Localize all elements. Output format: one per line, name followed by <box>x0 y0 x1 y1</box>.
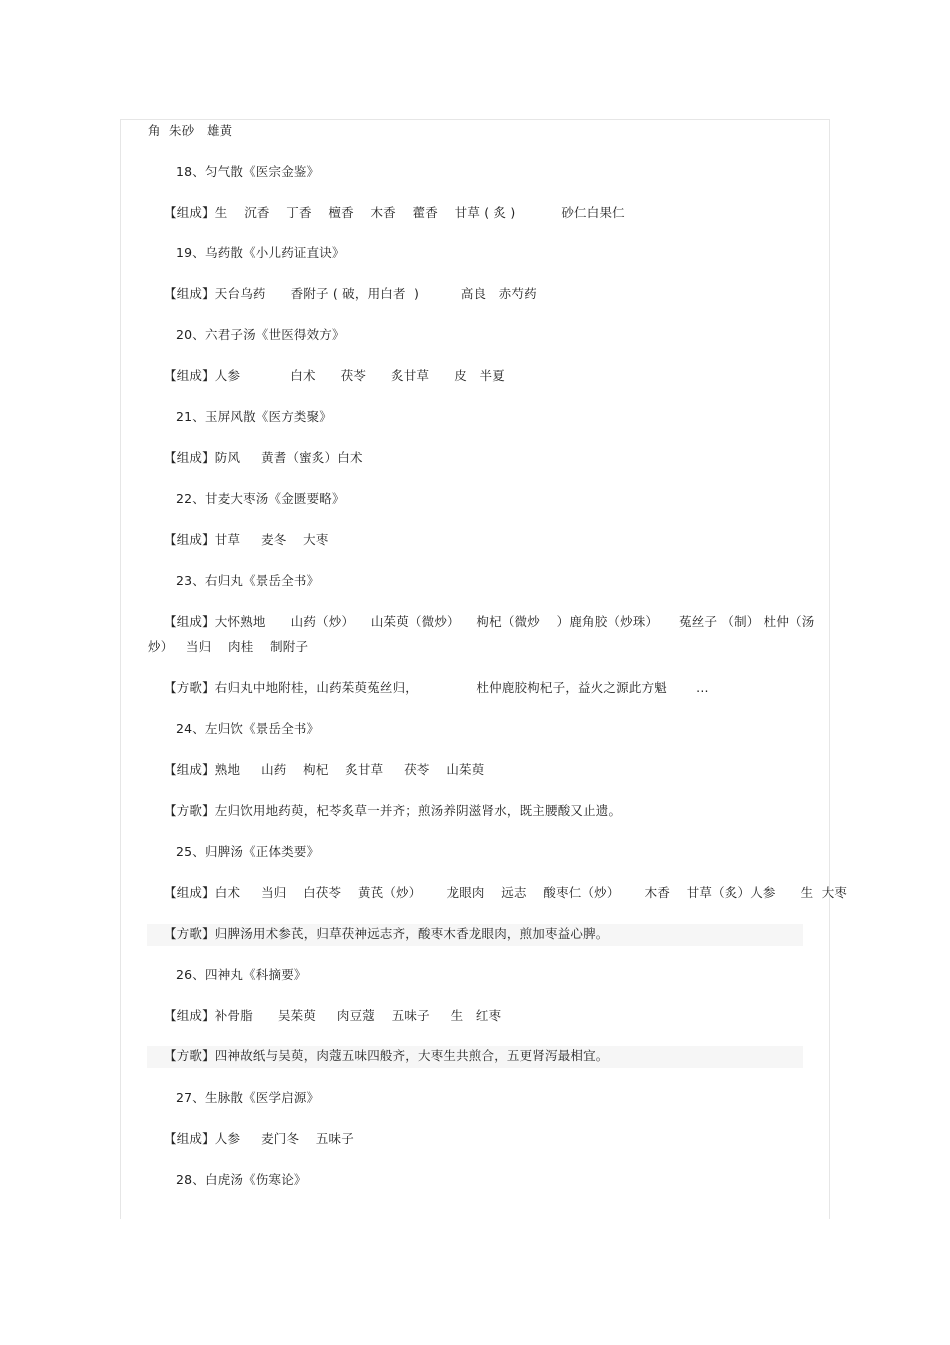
composition-line: 【组成】防风 黄耆（蜜炙）白术 <box>164 450 363 465</box>
composition-line-continued: 炒） 当归 肉桂 制附子 <box>148 639 309 654</box>
verse-line: 【方歌】四神故纸与吴萸，肉蔻五味四般齐，大枣生共煎合，五更肾泻最相宜。 <box>164 1048 609 1063</box>
formula-heading: 18、匀气散《医宗金鉴》 <box>176 164 320 179</box>
formula-heading: 25、归脾汤《正体类要》 <box>176 844 320 859</box>
composition-line: 【组成】生 沉香 丁香 檀香 木香 藿香 甘草 ( 炙 ) 砂仁白果仁 <box>164 205 625 220</box>
composition-line: 【组成】大怀熟地 山药（炒） 山茱萸（微炒） 枸杞（微炒 ）鹿角胶（炒珠） 菟丝子 （制） 杜仲（汤 <box>164 614 815 629</box>
verse-line: 【方歌】归脾汤用术参芪，归草茯神远志齐，酸枣木香龙眼肉，煎加枣益心脾。 <box>164 926 609 941</box>
composition-line: 【组成】天台乌药 香附子 ( 破，用白者 ) 高良 赤芍药 <box>164 286 537 301</box>
composition-line: 【组成】甘草 麦冬 大枣 <box>164 532 329 547</box>
composition-line: 【组成】人参 白术 茯苓 炙甘草 皮 半夏 <box>164 368 505 383</box>
formula-heading: 26、四神丸《科摘要》 <box>176 967 307 982</box>
formula-heading: 22、甘麦大枣汤《金匮要略》 <box>176 491 345 506</box>
formula-heading: 23、右归丸《景岳全书》 <box>176 573 320 588</box>
formula-heading: 28、白虎汤《伤寒论》 <box>176 1172 307 1187</box>
text-line: 角 朱砂 雄黄 <box>148 123 233 138</box>
composition-line: 【组成】补骨脂 吴茱萸 肉豆蔻 五味子 生 红枣 <box>164 1008 502 1023</box>
formula-heading: 19、乌药散《小儿药证直诀》 <box>176 245 345 260</box>
verse-line: 【方歌】左归饮用地药萸，杞苓炙草一并齐；煎汤养阴滋肾水，既主腰酸又止遗。 <box>164 803 622 818</box>
formula-heading: 21、玉屏风散《医方类聚》 <box>176 409 333 424</box>
composition-line: 【组成】人参 麦门冬 五味子 <box>164 1131 354 1146</box>
formula-heading: 24、左归饮《景岳全书》 <box>176 721 320 736</box>
formula-heading: 27、生脉散《医学启源》 <box>176 1090 320 1105</box>
formula-heading: 20、六君子汤《世医得效方》 <box>176 327 345 342</box>
composition-line: 【组成】熟地 山药 枸杞 炙甘草 茯苓 山茱萸 <box>164 762 485 777</box>
verse-line: 【方歌】右归丸中地附桂，山药茱萸菟丝归， 杜仲鹿胶枸杞子，益火之源此方魁 ... <box>164 680 709 695</box>
composition-line: 【组成】白术 当归 白茯苓 黄芪（炒） 龙眼肉 远志 酸枣仁（炒） 木香 甘草（炙）人参 生 大枣 <box>164 885 848 900</box>
